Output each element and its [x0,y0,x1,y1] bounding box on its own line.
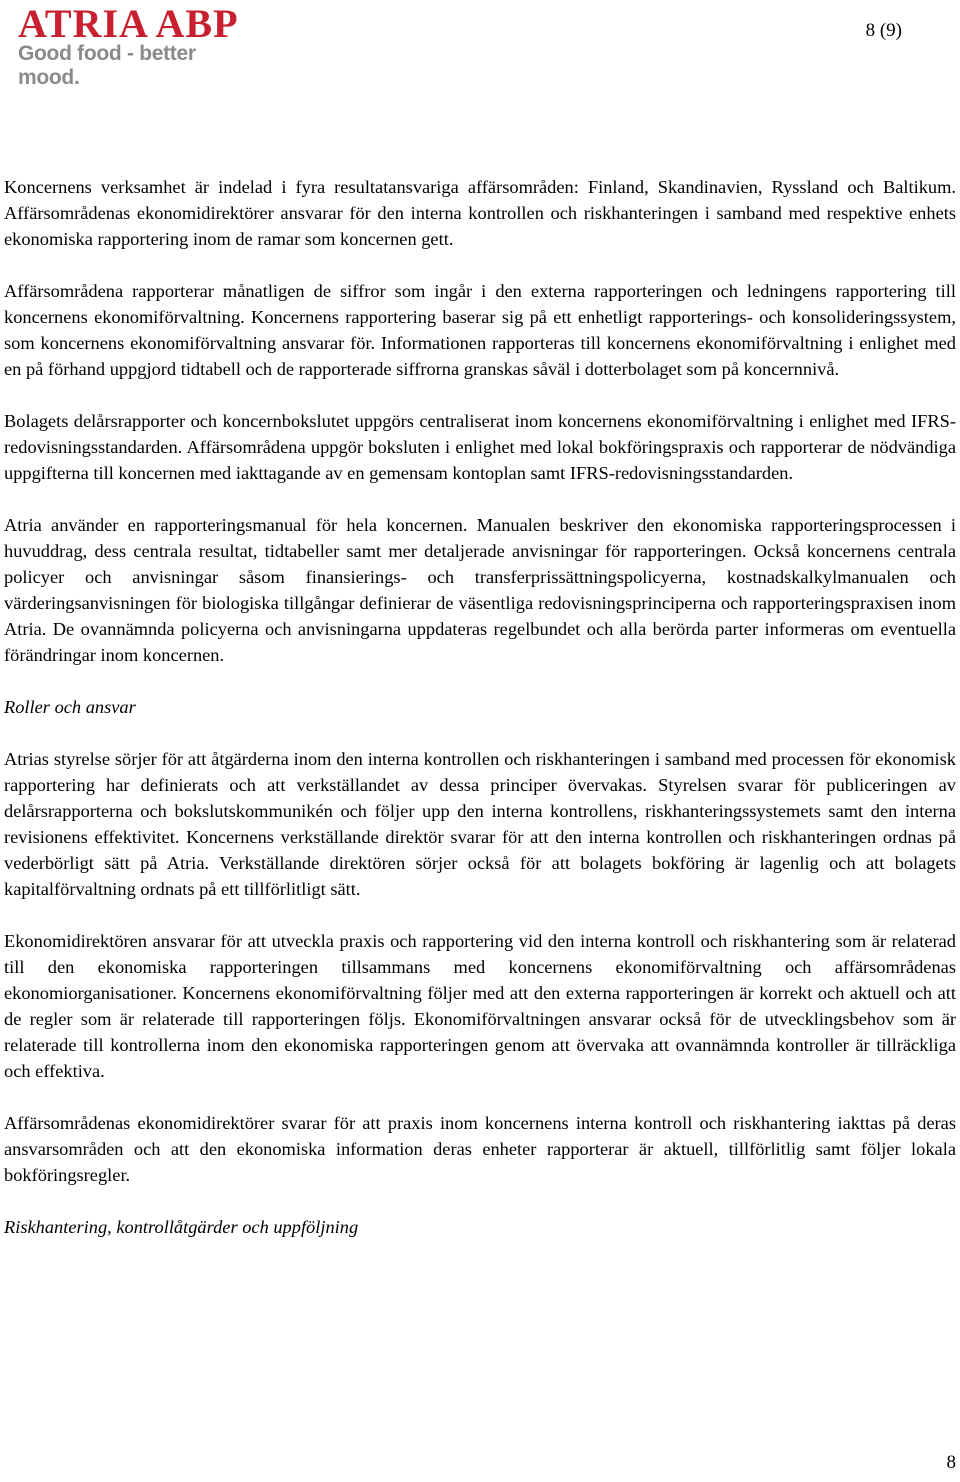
footer-page-number: 8 [946,1452,956,1473]
paragraph: Atrias styrelse sörjer för att åtgärderna inom den interna kontrollen och riskhanteringen i samband med processen för ekonomisk rapportering har definierats och att verkställandet av dessa principer övervakas. Styrelsen svarar för publiceringen av delårsrapporterna och bokslutskommunikén och följer upp den interna kontrollens, riskhanteringssystemets samt den interna revisionens effektivitet. Koncernens verkställande direktör svarar för att den interna kontrollen och riskhanteringen ordnas på vederbörligt sätt på Atria. Verkställande direktören sörjer också för att bolagets bokföring är lagenlig och att bolagets kapitalförvaltning ordnats på ett tillförlitligt sätt. [4,749,956,899]
company-logo [18,1,258,89]
section-heading-roles: Roller och ansvar [4,697,136,717]
paragraph: Affärsområdena rapporterar månatligen de siffror som ingår i den externa rapporteringen och ledningens rapportering till koncernens ekonomiförvaltning. Koncernens rapportering baserar sig på ett enhetligt rapporterings- och konsolideringssystem, som koncernens ekonomiförvaltning ansvarar för. Informationen rapporteras till koncernens ekonomiförvaltning i enlighet med en på förhand uppgjord tidtabell och de rapporterade siffrorna granskas såväl i dotterbolaget som på koncernnivå. [4,281,956,379]
document-body [4,174,956,1266]
paragraph: Koncernens verksamhet är indelad i fyra resultatansvariga affärsområden: Finland, Skandinavien, Ryssland och Baltikum. Affärsområdenas ekonomidirektörer ansvarar för den interna kontrollen och riskhanteringen i samband med respektive enhets ekonomiska rapportering inom de ramar som koncernen gett. [4,177,956,249]
logo-wordmark: ATRIA ABP [18,1,239,46]
page-number: 8 (9) [865,20,902,41]
paragraph: Bolagets delårsrapporter och koncernbokslutet uppgörs centraliserat inom koncernens ekonomiförvaltning i enlighet med IFRS-redovisningsstandarden. Affärsområdena uppgör boksluten i enlighet med lokal bokföringspraxis och rapporterar de nödvändiga uppgifterna till koncernen med iakttagande av en gemensam kontoplan samt IFRS-redovisningsstandarden. [4,411,956,483]
logo-tagline: Good food - better mood. [18,42,196,89]
paragraph: Atria använder en rapporteringsmanual för hela koncernen. Manualen beskriver den ekonomiska rapporteringsprocessen i huvuddrag, dess centrala resultat, tidtabeller samt mer detaljerade anvisningar för rapporteringen. Också koncernens centrala policyer och anvisningar såsom finansierings- och transferprissättningspolicyerna, kostnadskalkylmanualen och värderingsanvisningen för biologiska tillgångar definierar de väsentliga redovisningsprinciperna och rapporteringspraxisen inom Atria. De ovannämnda policyerna och anvisningarna uppdateras regelbundet och alla berörda parter informeras om eventuella förändringar inom koncernen. [4,515,956,665]
paragraph: Affärsområdenas ekonomidirektörer svarar för att praxis inom koncernens interna kontroll och riskhantering iakttas på deras ansvarsområden och att den ekonomiska information deras enheter rapporterar är aktuell, tillförlitlig samt följer lokala bokföringsregler. [4,1113,956,1185]
paragraph: Ekonomidirektören ansvarar för att utveckla praxis och rapportering vid den interna kontroll och riskhantering som är relaterad till den ekonomiska rapporteringen tillsammans med koncernens ekonomiförvaltning och affärsområdenas ekonomiorganisationer. Koncernens ekonomiförvaltning följer med att den externa rapporteringen är korrekt och aktuell och att de regler som är relaterade till rapporteringen följs. Ekonomiförvaltningen ansvarar också för de utvecklingsbehov som är relaterade till kontrollerna inom den ekonomiska rapporteringen genom att övervaka att ovannämnda kontroller är tillräckliga och effektiva. [4,931,956,1081]
section-heading-risk: Riskhantering, kontrollåtgärder och uppföljning [4,1217,359,1237]
